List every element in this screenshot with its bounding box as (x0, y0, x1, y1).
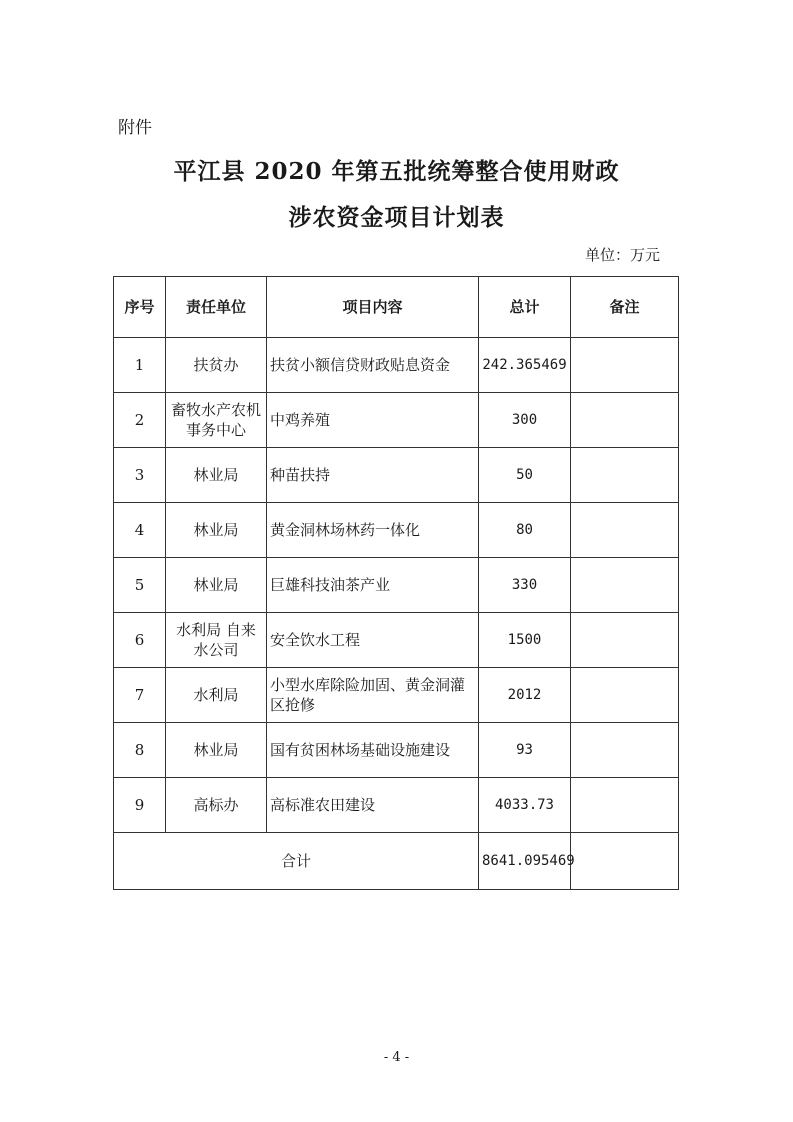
cell-index: 7 (114, 668, 166, 723)
cell-content: 高标准农田建设 (267, 778, 479, 833)
cell-content: 安全饮水工程 (267, 613, 479, 668)
total-row (114, 833, 679, 890)
cell-content: 小型水库除险加固、黄金洞灌区抢修 (267, 668, 479, 723)
cell-content: 黄金洞林场林药一体化 (267, 503, 479, 558)
cell-unit: 林业局 (166, 448, 267, 503)
cell-total: 2012 (479, 668, 571, 723)
document-title-line1: 平江县 2020 年第五批统筹整合使用财政 (173, 158, 620, 185)
cell-unit: 水利局 自来水公司 (166, 613, 267, 668)
cell-note (571, 613, 679, 668)
cell-unit: 林业局 (166, 558, 267, 613)
cell-note (571, 338, 679, 393)
cell-content: 种苗扶持 (267, 448, 479, 503)
cell-content: 巨雄科技油茶产业 (267, 558, 479, 613)
unit-label: 单位：万元 (584, 246, 660, 264)
cell-index: 2 (114, 393, 166, 448)
project-plan-table (113, 276, 679, 890)
table-header-row (114, 277, 679, 338)
table-row (114, 613, 679, 668)
document-title-line2: 涉农资金项目计划表 (288, 204, 505, 231)
cell-unit: 水利局 (166, 668, 267, 723)
cell-index: 1 (114, 338, 166, 393)
table-row (114, 448, 679, 503)
cell-unit: 畜牧水产农机事务中心 (166, 393, 267, 448)
header-total: 总计 (479, 277, 571, 338)
cell-total: 80 (479, 503, 571, 558)
header-index: 序号 (114, 277, 166, 338)
total-label: 合计 (114, 833, 479, 890)
cell-content: 中鸡养殖 (267, 393, 479, 448)
table-row (114, 338, 679, 393)
cell-total: 242.365469 (479, 338, 571, 393)
cell-index: 9 (114, 778, 166, 833)
cell-unit: 高标办 (166, 778, 267, 833)
cell-total: 300 (479, 393, 571, 448)
cell-content: 国有贫困林场基础设施建设 (267, 723, 479, 778)
cell-index: 4 (114, 503, 166, 558)
cell-note (571, 503, 679, 558)
cell-total: 4033.73 (479, 778, 571, 833)
table-row (114, 778, 679, 833)
header-note: 备注 (571, 277, 679, 338)
cell-index: 3 (114, 448, 166, 503)
attachment-label: 附件 (118, 118, 152, 138)
cell-unit: 林业局 (166, 503, 267, 558)
cell-total: 330 (479, 558, 571, 613)
table-row (114, 393, 679, 448)
cell-index: 6 (114, 613, 166, 668)
cell-note (571, 448, 679, 503)
cell-note (571, 668, 679, 723)
table-row (114, 558, 679, 613)
cell-index: 5 (114, 558, 166, 613)
cell-note (571, 558, 679, 613)
table-row (114, 668, 679, 723)
cell-unit: 扶贫办 (166, 338, 267, 393)
cell-note (571, 723, 679, 778)
grand-total: 8641.095469 (479, 833, 571, 890)
header-content: 项目内容 (267, 277, 479, 338)
header-unit: 责任单位 (166, 277, 267, 338)
cell-index: 8 (114, 723, 166, 778)
cell-note (571, 778, 679, 833)
page-number: - 4 - (383, 1050, 410, 1065)
cell-total: 1500 (479, 613, 571, 668)
cell-total: 93 (479, 723, 571, 778)
total-note (571, 833, 679, 890)
table-row (114, 723, 679, 778)
cell-unit: 林业局 (166, 723, 267, 778)
cell-total: 50 (479, 448, 571, 503)
cell-content: 扶贫小额信贷财政贴息资金 (267, 338, 479, 393)
table-row (114, 503, 679, 558)
cell-note (571, 393, 679, 448)
